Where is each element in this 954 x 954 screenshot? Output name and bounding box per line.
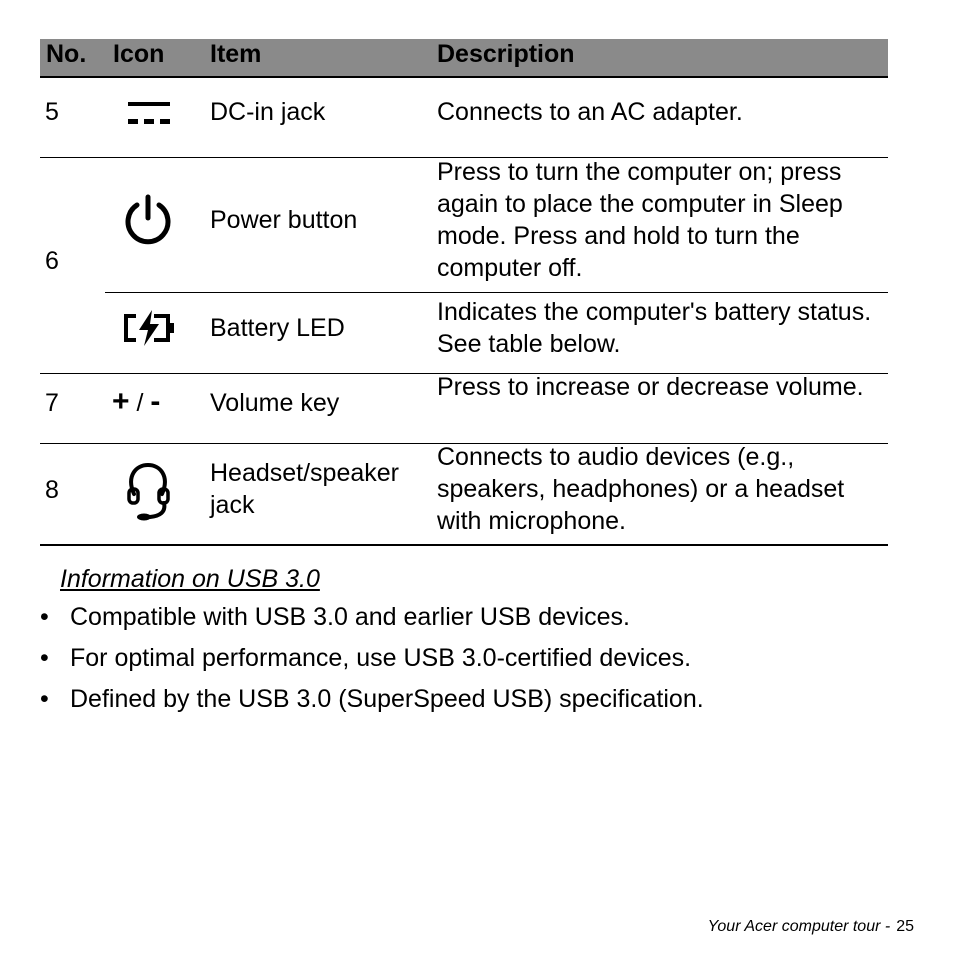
table-header (40, 39, 888, 78)
item-description: Connects to an AC adapter. (437, 98, 743, 126)
bullet-icon: • (40, 644, 49, 672)
header-icon: Icon (113, 40, 165, 68)
battery-led-icon (122, 308, 176, 348)
row-number: 5 (45, 98, 59, 126)
header-description: Description (437, 40, 575, 68)
row-number: 6 (45, 247, 59, 275)
usb-section-title: Information on USB 3.0 (60, 565, 320, 593)
header-no: No. (46, 40, 87, 68)
item-description: Connects to audio devices (e.g., speakers, headphones) or a headset with microphone. (437, 443, 845, 535)
item-label: Battery LED (210, 314, 345, 342)
list-item: • Defined by the USB 3.0 (SuperSpeed USB) specification. (40, 685, 704, 713)
usb-bullet-list (40, 601, 704, 724)
row-divider (105, 292, 888, 293)
item-label: Headset/speaker jack (210, 459, 400, 519)
bullet-icon: • (40, 685, 49, 713)
power-icon (122, 194, 174, 246)
list-item: • For optimal performance, use USB 3.0-certified devices. (40, 644, 692, 672)
table-bottom-rule (40, 544, 888, 546)
row-number: 7 (45, 389, 59, 417)
header-item: Item (210, 40, 262, 68)
item-description: Press to turn the computer on; press again to place the computer in Sleep mode. Press and hold to turn the computer off. (437, 158, 843, 282)
minus-icon: - (150, 385, 161, 418)
footer-text: Your Acer computer tour - (707, 918, 891, 935)
item-description: Indicates the computer's battery status. See table below. (437, 298, 872, 358)
item-description: Press to increase or decrease volume. (437, 373, 864, 401)
page-footer (708, 917, 914, 937)
item-label: DC-in jack (210, 98, 326, 126)
slash-separator: / (129, 389, 151, 417)
list-item: • Compatible with USB 3.0 and earlier USB devices. (40, 603, 630, 631)
page-number: 25 (896, 918, 914, 935)
plus-icon: + (112, 385, 130, 418)
item-label: Power button (210, 206, 358, 234)
row-number: 8 (45, 476, 59, 504)
bullet-icon: • (40, 603, 49, 631)
volume-icon (112, 386, 160, 419)
item-label: Volume key (210, 389, 340, 417)
headset-icon (122, 462, 178, 522)
dc-in-icon (128, 102, 170, 128)
